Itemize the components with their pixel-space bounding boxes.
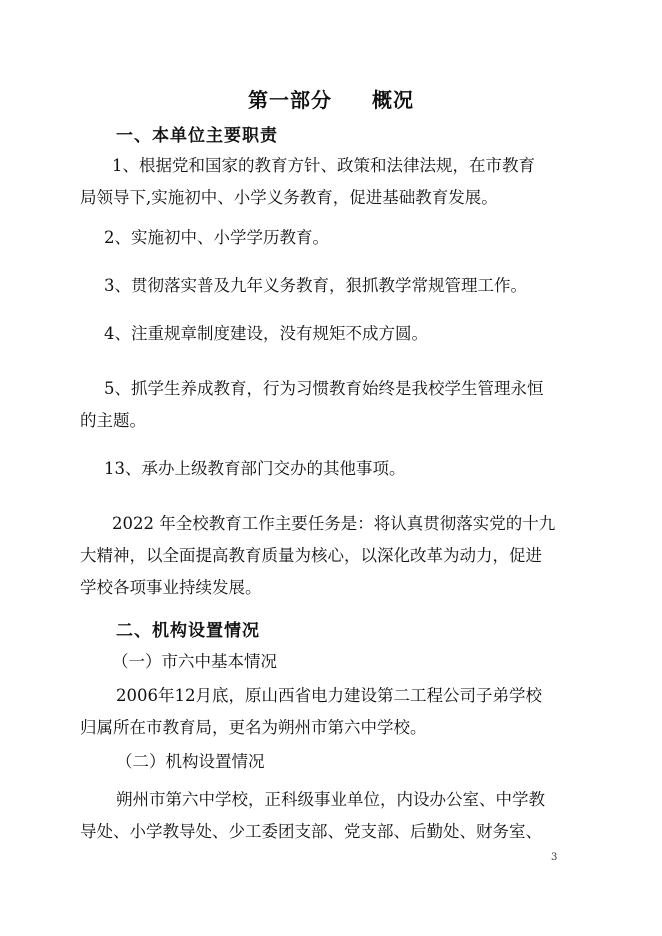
paragraph-line: 学校各项事业持续发展。 <box>80 578 262 597</box>
paragraph-line: 13、承办上级教育部门交办的其他事项。 <box>104 459 406 478</box>
paragraph-line: 2006年12月底，原山西省电力建设第二工程公司子弟学校 <box>116 686 542 705</box>
subheading-organization-setup <box>80 746 582 778</box>
paragraph-line: 导处、小学教导处、少工委团支部、党支部、后勤处、财务室、 <box>80 822 542 841</box>
paragraph-line: 朔州市第六中学校，正科级事业单位，内设办公室、中学教 <box>116 790 545 809</box>
paragraph-line: 3、贯彻落实普及九年义务教育，狠抓教学常规管理工作。 <box>104 276 527 295</box>
subheading-basic-info <box>80 646 582 678</box>
paragraph-item-5 <box>80 373 582 437</box>
paragraph-line: 2、实施初中、小学学历教育。 <box>104 228 329 247</box>
section-heading-duties: 一、本单位主要职责 <box>116 126 278 146</box>
paragraph-line: 2022 年全校教育工作主要任务是：将认真贯彻落实党的十九 <box>112 514 556 533</box>
paragraph-organization-setup <box>80 784 582 848</box>
subheading-line: （一）市六中基本情况 <box>112 652 277 671</box>
paragraph-line: 局领导下,实施初中、小学义务教育，促进基础教育发展。 <box>80 188 498 207</box>
paragraph-basic-info <box>80 680 582 744</box>
paragraph-item-13 <box>80 453 582 485</box>
section-heading-organization: 二、机构设置情况 <box>116 621 260 641</box>
title-part-one: 第一部分 <box>248 88 332 112</box>
paragraph-item-1 <box>80 150 582 214</box>
page-number: 3 <box>551 852 558 863</box>
paragraph-item-2 <box>80 222 582 254</box>
paragraph-item-3 <box>80 270 582 302</box>
paragraph-line: 1、根据党和国家的教育方针、政策和法律法规，在市教育 <box>112 156 535 175</box>
paragraph-annual-tasks <box>80 508 582 604</box>
paragraph-line: 5、抓学生养成教育，行为习惯教育始终是我校学生管理永恒 <box>104 379 544 398</box>
page-title <box>0 84 662 113</box>
title-part-two: 概况 <box>372 88 414 112</box>
paragraph-line: 的主题。 <box>80 411 146 430</box>
paragraph-line: 归属所在市教育局，更名为朔州市第六中学校。 <box>80 718 427 737</box>
paragraph-item-4 <box>80 318 582 350</box>
paragraph-line: 4、注重规章制度建设，没有规矩不成方圆。 <box>104 324 428 343</box>
paragraph-line: 大精神，以全面提高教育质量为核心，以深化改革为动力，促进 <box>80 546 542 565</box>
subheading-line: （二）机构设置情况 <box>116 752 265 771</box>
